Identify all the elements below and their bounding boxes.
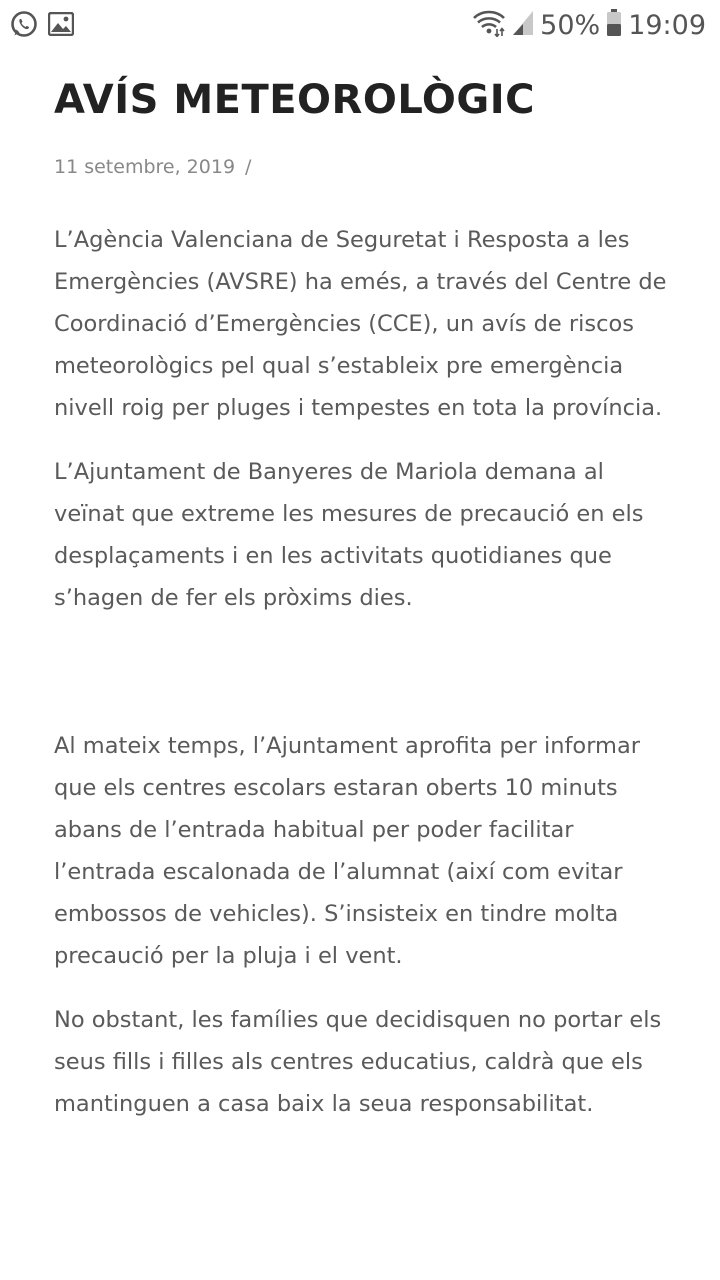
article	[54, 72, 674, 1125]
paragraph: L’Agència Valenciana de Seguretat i Resposta a les Emergències (AVSRE) ha emés, a través del Centre de Coordinació d’Emergències (CCE), un avís de riscos meteorològics pel qual s’estableix pre emergència nivell roig per pluges i tempestes en tota la província.	[54, 227, 667, 421]
whatsapp-icon	[10, 10, 38, 42]
article-body	[54, 219, 674, 1125]
paragraph: No obstant, les famílies que decidisquen no portar els seus fills i filles als centres educatius, caldrà que els mantinguen a casa baix la seua responsabilitat.	[54, 1007, 662, 1117]
battery-icon	[606, 9, 622, 41]
battery-percent: 50%	[540, 9, 601, 41]
signal-icon	[512, 10, 534, 40]
post-date[interactable]: 11 setembre, 2019	[54, 156, 236, 178]
clock: 19:09	[628, 9, 706, 41]
meta-separator: /	[245, 156, 252, 178]
page-title: AVÍS METEOROLÒGIC	[54, 77, 535, 123]
wifi-icon	[472, 9, 506, 41]
image-icon	[48, 12, 74, 40]
paragraph: Al mateix temps, l’Ajuntament aprofita per informar que els centres escolars estaran oberts 10 minuts abans de l’entrada habitual per poder facilitar l’entrada escalonada de l’alumnat (així com evitar embossos de vehicles). S’insisteix en tindre molta precaució per la pluja i el vent.	[54, 733, 641, 969]
paragraph: L’Ajuntament de Banyeres de Mariola demana al veïnat que extreme les mesures de precaució en els desplaçaments i en les activitats quotidianes que s’hagen de fer els pròxims dies.	[54, 459, 644, 611]
post-meta	[54, 152, 674, 182]
system-status	[472, 8, 706, 42]
notification-icons	[10, 10, 74, 42]
status-bar	[0, 0, 720, 50]
